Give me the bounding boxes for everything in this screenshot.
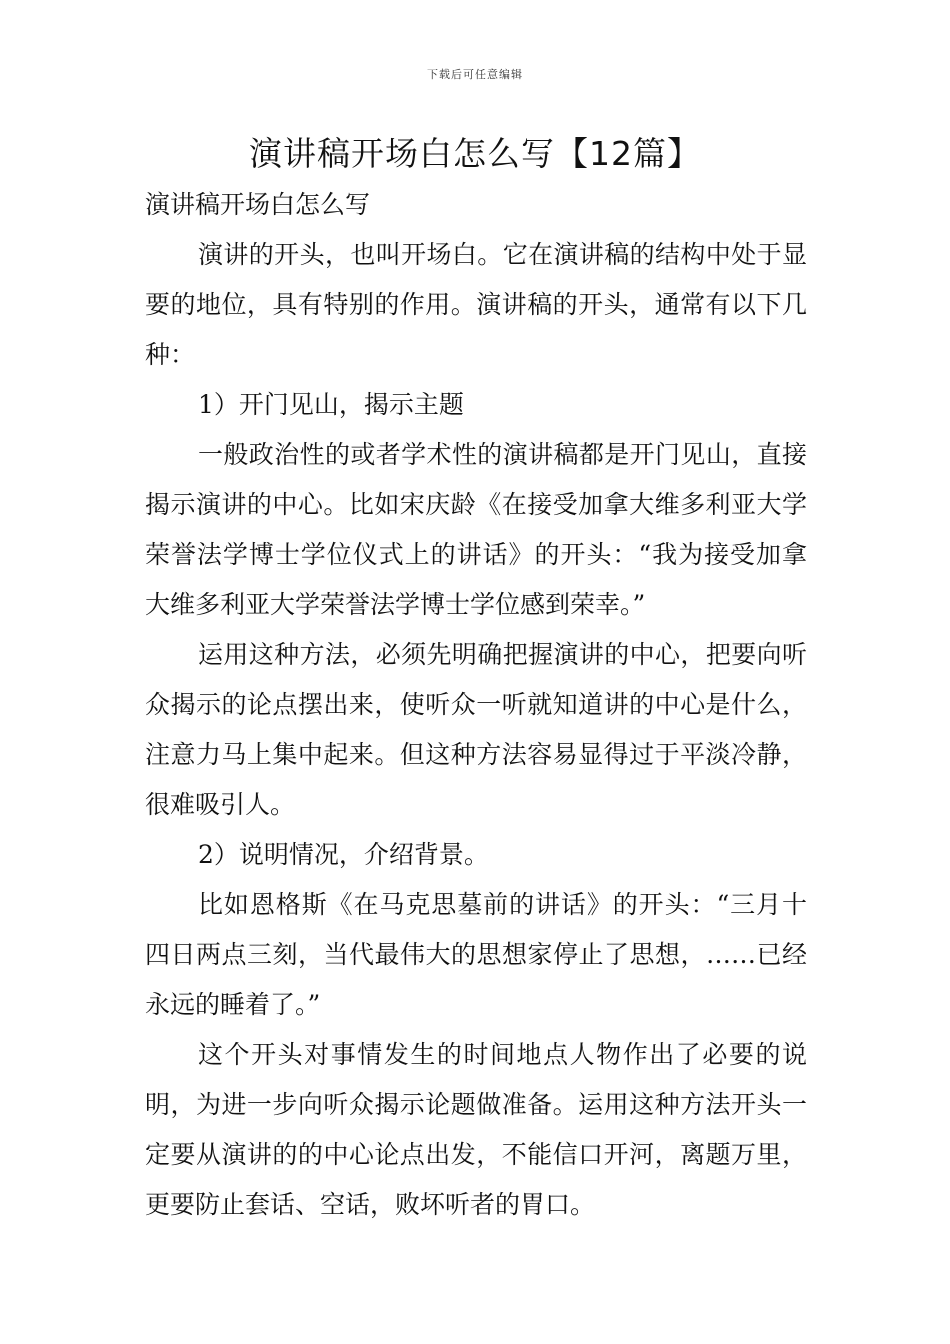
paragraph-example-2: 比如恩格斯《在马克思墓前的讲话》的开头：“三月十四日两点三刻，当代最伟大的思想家停止了思想，……已经永远的睡着了。” [145, 890, 807, 1019]
paragraph-heading-1: 1）开门见山，揭示主题 [198, 390, 464, 419]
paragraph-intro: 演讲的开头，也叫开场白。它在演讲稿的结构中处于显要的地位，具有特别的作用。演讲稿的开头，通常有以下几种： [145, 240, 807, 369]
paragraph-heading-2: 2）说明情况，介绍背景。 [198, 840, 489, 869]
document-body [145, 180, 807, 1230]
paragraph-example-1: 一般政治性的或者学术性的演讲稿都是开门见山，直接揭示演讲的中心。比如宋庆龄《在接受加拿大维多利亚大学荣誉法学博士学位仪式上的讲话》的开头：“我为接受加拿大维多利亚大学荣誉法学博士学位感到荣幸。” [145, 440, 807, 619]
paragraph-explanation-2: 这个开头对事情发生的时间地点人物作出了必要的说明，为进一步向听众揭示论题做准备。运用这种方法开头一定要从演讲的的中心论点出发，不能信口开河，离题万里，更要防止套话、空话，败坏听者的胃口。 [145, 1040, 807, 1219]
header-note: 下载后可任意编辑 [427, 68, 523, 81]
document-title: 演讲稿开场白怎么写【12篇】 [249, 134, 701, 173]
paragraph-explanation-1: 运用这种方法，必须先明确把握演讲的中心，把要向听众揭示的论点摆出来，使听众一听就知道讲的中心是什么，注意力马上集中起来。但这种方法容易显得过于平淡冷静，很难吸引人。 [145, 640, 807, 819]
document-subtitle: 演讲稿开场白怎么写 [145, 190, 371, 219]
